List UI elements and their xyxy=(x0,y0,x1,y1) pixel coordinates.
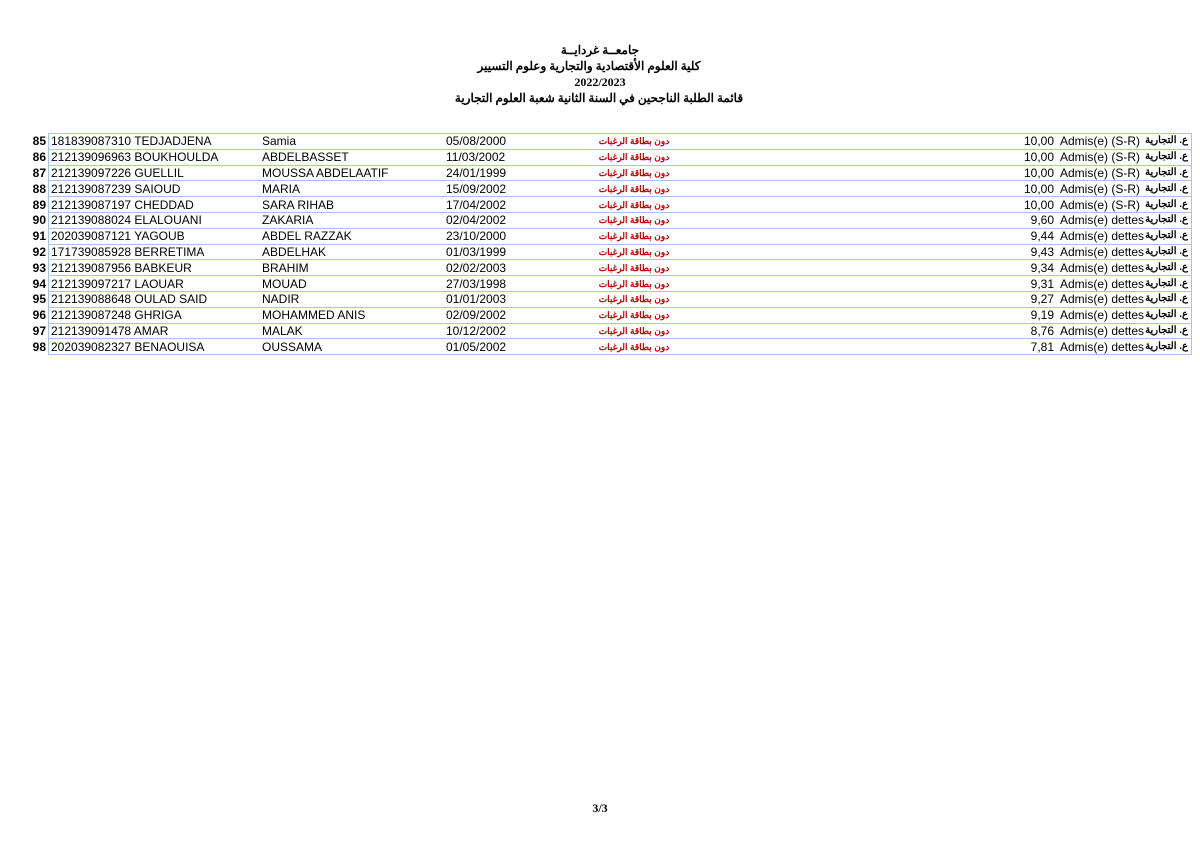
birth-date: 24/01/1999 xyxy=(446,165,586,181)
student-id-name: 212139097217 LAOUAR xyxy=(49,276,263,292)
faculty-name: كلية العلوم الأقتصادية والتجارية وعلوم التسيير xyxy=(477,59,701,73)
result-status: Admis(e) (S-R) xyxy=(1056,149,1144,165)
result-status: Admis(e) (S-R) xyxy=(1056,197,1144,213)
student-id-name: 202039082327 BENAOUISA xyxy=(49,339,263,355)
note-label: دون بطاقة الرغبات xyxy=(586,276,682,292)
birth-date: 11/03/2002 xyxy=(446,149,586,165)
first-name: MOHAMMED ANIS xyxy=(262,307,446,323)
average-score: 10,00 xyxy=(682,181,1056,197)
student-id-name: 212139087248 GHRIGA xyxy=(49,307,263,323)
birth-date: 10/12/2002 xyxy=(446,323,586,339)
average-score: 10,00 xyxy=(682,134,1056,150)
table-row xyxy=(26,134,1192,150)
note-label: دون بطاقة الرغبات xyxy=(586,260,682,276)
first-name: MALAK xyxy=(262,323,446,339)
document-header xyxy=(0,42,1200,106)
birth-date: 02/04/2002 xyxy=(446,212,586,228)
birth-date: 02/09/2002 xyxy=(446,307,586,323)
university-name: جامعــة غردايــة xyxy=(560,43,640,57)
branch-label: ع. التجارية xyxy=(1144,134,1192,150)
average-score: 9,60 xyxy=(682,212,1056,228)
note-label: دون بطاقة الرغبات xyxy=(586,228,682,244)
student-id-name: 202039087121 YAGOUB xyxy=(49,228,263,244)
result-status: Admis(e) dettes xyxy=(1056,228,1144,244)
branch-label: ع. التجارية xyxy=(1144,323,1192,339)
note-label: دون بطاقة الرغبات xyxy=(586,149,682,165)
result-status: Admis(e) dettes xyxy=(1056,260,1144,276)
result-status: Admis(e) (S-R) xyxy=(1056,134,1144,150)
average-score: 10,00 xyxy=(682,149,1056,165)
first-name: Samia xyxy=(262,134,446,150)
average-score: 9,27 xyxy=(682,291,1056,307)
row-number: 92 xyxy=(32,244,46,259)
result-status: Admis(e) dettes xyxy=(1056,276,1144,292)
birth-date: 05/08/2000 xyxy=(446,134,586,150)
first-name: ZAKARIA xyxy=(262,212,446,228)
student-id-name: 212139091478 AMAR xyxy=(49,323,263,339)
first-name: SARA RIHAB xyxy=(262,197,446,213)
average-score: 8,76 xyxy=(682,323,1056,339)
average-score: 10,00 xyxy=(682,197,1056,213)
table-row xyxy=(26,244,1192,260)
first-name: MOUAD xyxy=(262,276,446,292)
average-score: 9,43 xyxy=(682,244,1056,260)
first-name: ABDELBASSET xyxy=(262,149,446,165)
first-name: BRAHIM xyxy=(262,260,446,276)
average-score: 9,34 xyxy=(682,260,1056,276)
student-id-name: 212139087239 SAIOUD xyxy=(49,181,263,197)
average-score: 10,00 xyxy=(682,165,1056,181)
table-row xyxy=(26,307,1192,323)
birth-date: 23/10/2000 xyxy=(446,228,586,244)
student-id-name: 181839087310 TEDJADJENA xyxy=(49,134,263,150)
average-score: 9,19 xyxy=(682,307,1056,323)
table-row xyxy=(26,339,1192,355)
row-number: 98 xyxy=(32,339,46,354)
note-label: دون بطاقة الرغبات xyxy=(586,181,682,197)
branch-label: ع. التجارية xyxy=(1144,149,1192,165)
table-row xyxy=(26,228,1192,244)
note-label: دون بطاقة الرغبات xyxy=(586,212,682,228)
first-name: OUSSAMA xyxy=(262,339,446,355)
table-row xyxy=(26,260,1192,276)
result-status: Admis(e) dettes xyxy=(1056,212,1144,228)
row-number: 90 xyxy=(32,213,46,228)
note-label: دون بطاقة الرغبات xyxy=(586,134,682,150)
row-number: 85 xyxy=(32,134,46,149)
birth-date: 01/03/1999 xyxy=(446,244,586,260)
table-row xyxy=(26,149,1192,165)
birth-date: 01/01/2003 xyxy=(446,291,586,307)
branch-label: ع. التجارية xyxy=(1144,339,1192,355)
row-number: 87 xyxy=(32,165,46,180)
result-status: Admis(e) dettes xyxy=(1056,291,1144,307)
branch-label: ع. التجارية xyxy=(1144,212,1192,228)
result-status: Admis(e) dettes xyxy=(1056,339,1144,355)
note-label: دون بطاقة الرغبات xyxy=(586,307,682,323)
branch-label: ع. التجارية xyxy=(1144,197,1192,213)
note-label: دون بطاقة الرغبات xyxy=(586,197,682,213)
page-number: 3/3 xyxy=(592,801,608,815)
result-status: Admis(e) dettes xyxy=(1056,244,1144,260)
row-number: 86 xyxy=(32,150,46,165)
note-label: دون بطاقة الرغبات xyxy=(586,291,682,307)
students-table-body xyxy=(26,134,1192,355)
table-row xyxy=(26,291,1192,307)
list-title: قائمة الطلبة الناجحين في السنة الثانية شعبة العلوم التجارية xyxy=(454,91,744,105)
result-status: Admis(e) (S-R) xyxy=(1056,181,1144,197)
row-number: 94 xyxy=(32,276,46,291)
birth-date: 17/04/2002 xyxy=(446,197,586,213)
table-row xyxy=(26,323,1192,339)
birth-date: 15/09/2002 xyxy=(446,181,586,197)
note-label: دون بطاقة الرغبات xyxy=(586,339,682,355)
row-number: 88 xyxy=(32,181,46,196)
student-id-name: 212139088648 OULAD SAID xyxy=(49,291,263,307)
table-row xyxy=(26,181,1192,197)
table-row xyxy=(26,165,1192,181)
branch-label: ع. التجارية xyxy=(1144,244,1192,260)
first-name: ABDEL RAZZAK xyxy=(262,228,446,244)
branch-label: ع. التجارية xyxy=(1144,276,1192,292)
note-label: دون بطاقة الرغبات xyxy=(586,244,682,260)
first-name: ABDELHAK xyxy=(262,244,446,260)
row-number: 89 xyxy=(32,197,46,212)
table-row xyxy=(26,276,1192,292)
students-table xyxy=(26,133,1192,355)
student-id-name: 212139087197 CHEDDAD xyxy=(49,197,263,213)
first-name: MOUSSA ABDELAATIF xyxy=(262,165,446,181)
result-status: Admis(e) (S-R) xyxy=(1056,165,1144,181)
result-status: Admis(e) dettes xyxy=(1056,307,1144,323)
birth-date: 27/03/1998 xyxy=(446,276,586,292)
student-id-name: 212139096963 BOUKHOULDA xyxy=(49,149,263,165)
table-row xyxy=(26,212,1192,228)
average-score: 7,81 xyxy=(682,339,1056,355)
birth-date: 02/02/2003 xyxy=(446,260,586,276)
note-label: دون بطاقة الرغبات xyxy=(586,165,682,181)
branch-label: ع. التجارية xyxy=(1144,181,1192,197)
student-id-name: 171739085928 BERRETIMA xyxy=(49,244,263,260)
student-id-name: 212139088024 ELALOUANI xyxy=(49,212,263,228)
row-number: 91 xyxy=(32,229,46,244)
branch-label: ع. التجارية xyxy=(1144,260,1192,276)
student-id-name: 212139097226 GUELLIL xyxy=(49,165,263,181)
average-score: 9,44 xyxy=(682,228,1056,244)
note-label: دون بطاقة الرغبات xyxy=(586,323,682,339)
first-name: MARIA xyxy=(262,181,446,197)
birth-date: 01/05/2002 xyxy=(446,339,586,355)
row-number: 93 xyxy=(32,260,46,275)
branch-label: ع. التجارية xyxy=(1144,307,1192,323)
academic-year: 2022/2023 xyxy=(574,75,626,89)
student-id-name: 212139087956 BABKEUR xyxy=(49,260,263,276)
first-name: NADIR xyxy=(262,291,446,307)
average-score: 9,31 xyxy=(682,276,1056,292)
row-number: 96 xyxy=(32,308,46,323)
branch-label: ع. التجارية xyxy=(1144,291,1192,307)
table-row xyxy=(26,197,1192,213)
branch-label: ع. التجارية xyxy=(1144,228,1192,244)
branch-label: ع. التجارية xyxy=(1144,165,1192,181)
result-status: Admis(e) dettes xyxy=(1056,323,1144,339)
row-number: 97 xyxy=(32,323,46,338)
row-number: 95 xyxy=(32,292,46,307)
